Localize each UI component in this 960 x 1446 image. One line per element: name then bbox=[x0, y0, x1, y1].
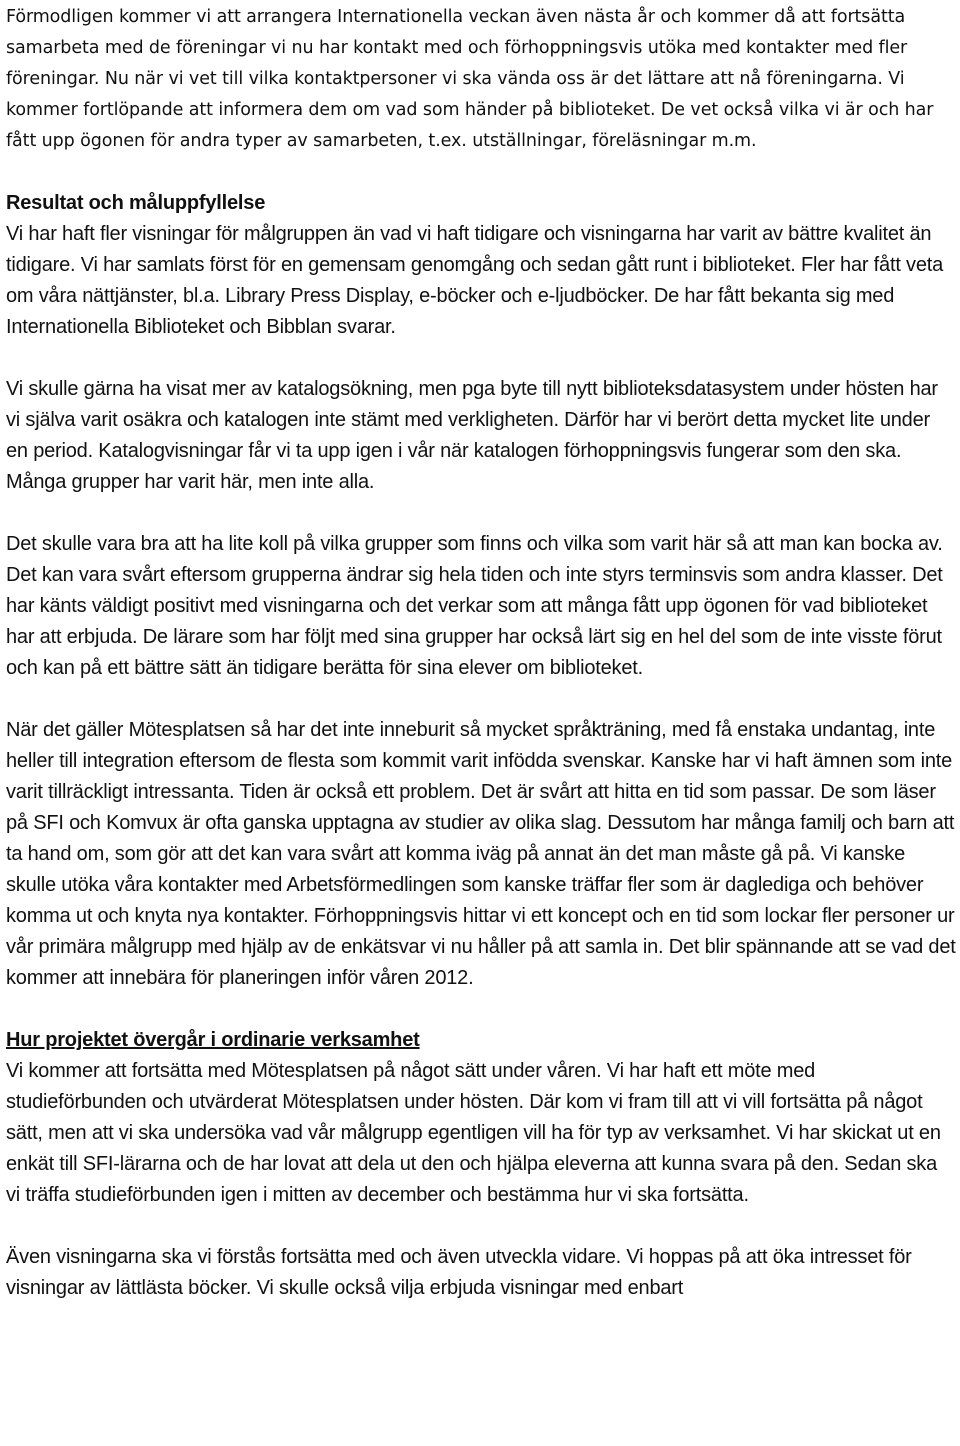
document-page bbox=[6, 2, 956, 1304]
paragraph-gap bbox=[6, 1211, 956, 1242]
paragraph-visningar: Även visningarna ska vi förstås fortsätta med och även utveckla vidare. Vi hoppas på att öka intresset för visningar av lättlästa böcker. Vi skulle också vilja erbjuda visningar med enbart bbox=[6, 1246, 912, 1299]
paragraph-gap bbox=[6, 157, 956, 188]
heading-resultat: Resultat och måluppfyllelse bbox=[6, 192, 266, 214]
paragraph-grupper: Det skulle vara bra att ha lite koll på vilka grupper som finns och vilka som varit här så att man kan bocka av. Det kan vara svårt eftersom grupperna ändrar sig hela tiden och inte styrs terminsvis som andra klasser. Det har känts väldigt positivt med visningarna och det verkar som att många fått upp ögonen för vad biblioteket har att erbjuda. De lärare som har följt med sina grupper har också lärt sig en hel del som de inte visste förut och kan på ett bättre sätt än tidigare berätta för sina elever om biblioteket. bbox=[6, 533, 943, 679]
paragraph-internationella-veckan: Förmodligen kommer vi att arrangera Internationella veckan även nästa år och kommer då att fortsätta samarbeta med de föreningar vi nu har kontakt med och förhoppningsvis utöka med kontakter med fler föreningar. Nu när vi vet till vilka kontaktpersoner vi ska vända oss är det lättare att nå föreningarna. Vi kommer fortlöpande att informera dem om vad som händer på biblioteket. De vet också vilka vi är och har fått upp ögonen för andra typer av samarbeten, t.ex. utställningar, föreläsningar m.m. bbox=[6, 7, 934, 151]
paragraph-gap bbox=[6, 343, 956, 374]
paragraph-gap bbox=[6, 994, 956, 1025]
paragraph-motesplatsen: När det gäller Mötesplatsen så har det inte inneburit så mycket språkträning, med få enstaka undantag, inte heller till integration eftersom de flesta som kommit varit infödda svenskar. Kanske har vi haft ämnen som inte varit tillräckligt intressanta. Tiden är också ett problem. Det är svårt att hitta en tid som passar. De som läser på SFI och Komvux är ofta ganska upptagna av studier av olika slag. Dessutom har många familj och barn att ta hand om, som gör att det kan vara svårt att komma iväg på annat än det man måste gå på. Vi kanske skulle utöka våra kontakter med Arbetsförmedlingen som kanske träffar fler som är daglediga och behöver komma ut och knyta nya kontakter. Förhoppningsvis hittar vi ett koncept och en tid som lockar fler personer ur vår primära målgrupp med hjälp av de enkätsvar vi nu håller på att samla in. Det blir spännande att se vad det kommer att innebära för planeringen inför våren 2012. bbox=[6, 719, 956, 989]
paragraph-resultat: Vi har haft fler visningar för målgruppen än vad vi haft tidigare och visningarna har varit av bättre kvalitet än tidigare. Vi har samlats först för en gemensam genomgång och sedan gått runt i biblioteket. Fler har fått veta om våra nättjänster, bl.a. Library Press Display, e-böcker och e-ljudböcker. De har fått bekanta sig med Internationella Biblioteket och Bibblan svarar. bbox=[6, 223, 944, 338]
paragraph-gap bbox=[6, 684, 956, 715]
heading-overgang: Hur projektet övergår i ordinarie verksamhet bbox=[6, 1029, 420, 1051]
paragraph-gap bbox=[6, 498, 956, 529]
paragraph-katalogsokning: Vi skulle gärna ha visat mer av katalogsökning, men pga byte till nytt biblioteksdatasystem under hösten har vi själva varit osäkra och katalogen inte stämt med verkligheten. Därför har vi berört detta mycket lite under en period. Katalogvisningar får vi ta upp igen i vår när katalogen förhoppningsvis fungerar som den ska. Många grupper har varit här, men inte alla. bbox=[6, 378, 938, 493]
paragraph-overgang: Vi kommer att fortsätta med Mötesplatsen på något sätt under våren. Vi har haft ett möte med studieförbunden och utvärderat Mötesplatsen under hösten. Där kom vi fram till att vi vill fortsätta på något sätt, men att vi ska undersöka vad vår målgrupp egentligen vill ha för typ av verksamhet. Vi har skickat ut en enkät till SFI-lärarna och de har lovat att dela ut den och hjälpa eleverna att kunna svara på den. Sedan ska vi träffa studieförbunden igen i mitten av december och bestämma hur vi ska fortsätta. bbox=[6, 1060, 941, 1206]
